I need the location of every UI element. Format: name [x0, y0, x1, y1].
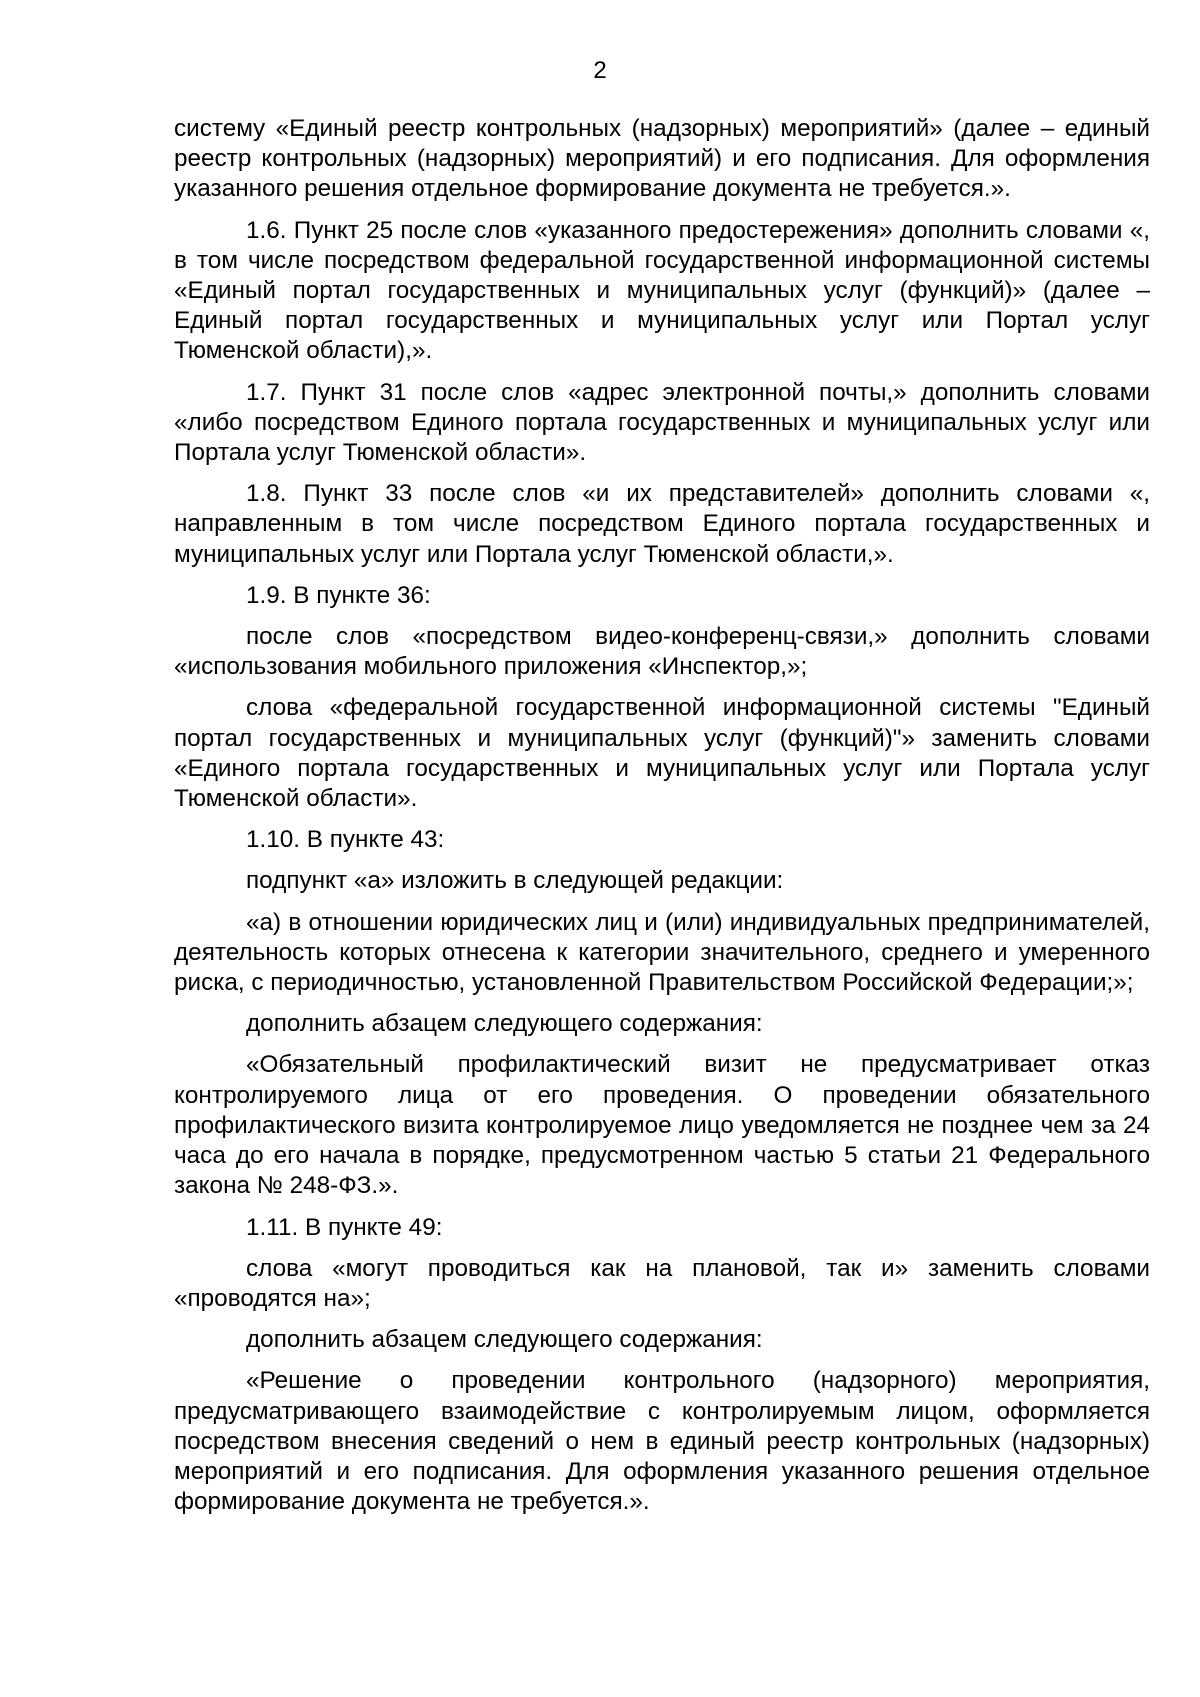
document-body — [174, 114, 1150, 1528]
paragraph: дополнить абзацем следующего содержания: — [246, 1326, 763, 1354]
paragraph: после слов «посредством видео-конференц-связи,» дополнить словами «использования мобильного приложения «Инспектор,»; — [174, 623, 1150, 681]
paragraph: 1.10. В пункте 43: — [246, 826, 445, 854]
paragraph: системy «Единый реестр контрольных (надзорных) мероприятий» (далее – единый реестр контрольных (надзорных) мероприятий) и его подписания. Для оформления указанного решения отдельное формирование документа не требуется.». — [174, 115, 1150, 203]
paragraph: подпункт «а» изложить в следующей редакции: — [246, 867, 784, 895]
paragraph: 1.6. Пункт 25 после слов «указанного предостережения» дополнить словами «, в том числе посредством федеральной государственной информационной системы «Единый портал государственных и муниципальных услуг (функций)» (далее – Единый портал государственных и муниципальных услуг или Портал услуг Тюменской области),». — [174, 216, 1150, 365]
paragraph: дополнить абзацем следующего содержания: — [246, 1010, 763, 1038]
paragraph: 1.8. Пункт 33 после слов «и их представителей» дополнить словами «, направленным в том числе посредством Единого портала государственных и муниципальных услуг или Портала услуг Тюменской области,». — [174, 480, 1150, 568]
paragraph: 1.7. Пункт 31 после слов «адрес электронной почты,» дополнить словами «либо посредством Единого портала государственных и муниципальных услуг или Портала услуг Тюменской области». — [174, 378, 1150, 467]
paragraph: «а) в отношении юридических лиц и (или) индивидуальных предпринимателей, деятельность которых отнесена к категории значительного, среднего и умеренного риска, с периодичностью, установленной Правительством Российской Федерации;»; — [174, 908, 1150, 997]
paragraph: «Решение о проведении контрольного (надзорного) мероприятия, предусматривающего взаимодействие с контролируемым лицом, оформляется посредством внесения сведений о нем в единый реестр контрольных (надзорных) мероприятий и его подписания. Для оформления указанного решения отдельное формирование документа не требуется.». — [174, 1367, 1150, 1516]
paragraph: «Обязательный профилактический визит не предусматривает отказ контролируемого лица от его проведения. О проведении обязательного профилактического визита контролируемое лицо уведомляется не позднее чем за 24 часа до его начала в порядке, предусмотренном частью 5 статьи 21 Федерального закона № 248-ФЗ.». — [174, 1051, 1150, 1200]
paragraph: слова «федеральной государственной информационной системы "Единый портал государственных и муниципальных услуг (функций)"» заменить словами «Единого портала государственных и муниципальных услуг или Портала услуг Тюменской области». — [174, 694, 1150, 813]
paragraph: 1.11. В пункте 49: — [246, 1213, 443, 1241]
page-number: 2 — [593, 57, 607, 84]
paragraph: 1.9. В пункте 36: — [246, 581, 431, 609]
paragraph: слова «могут проводиться как на плановой, так и» заменить словами «проводятся на»; — [174, 1254, 1150, 1312]
